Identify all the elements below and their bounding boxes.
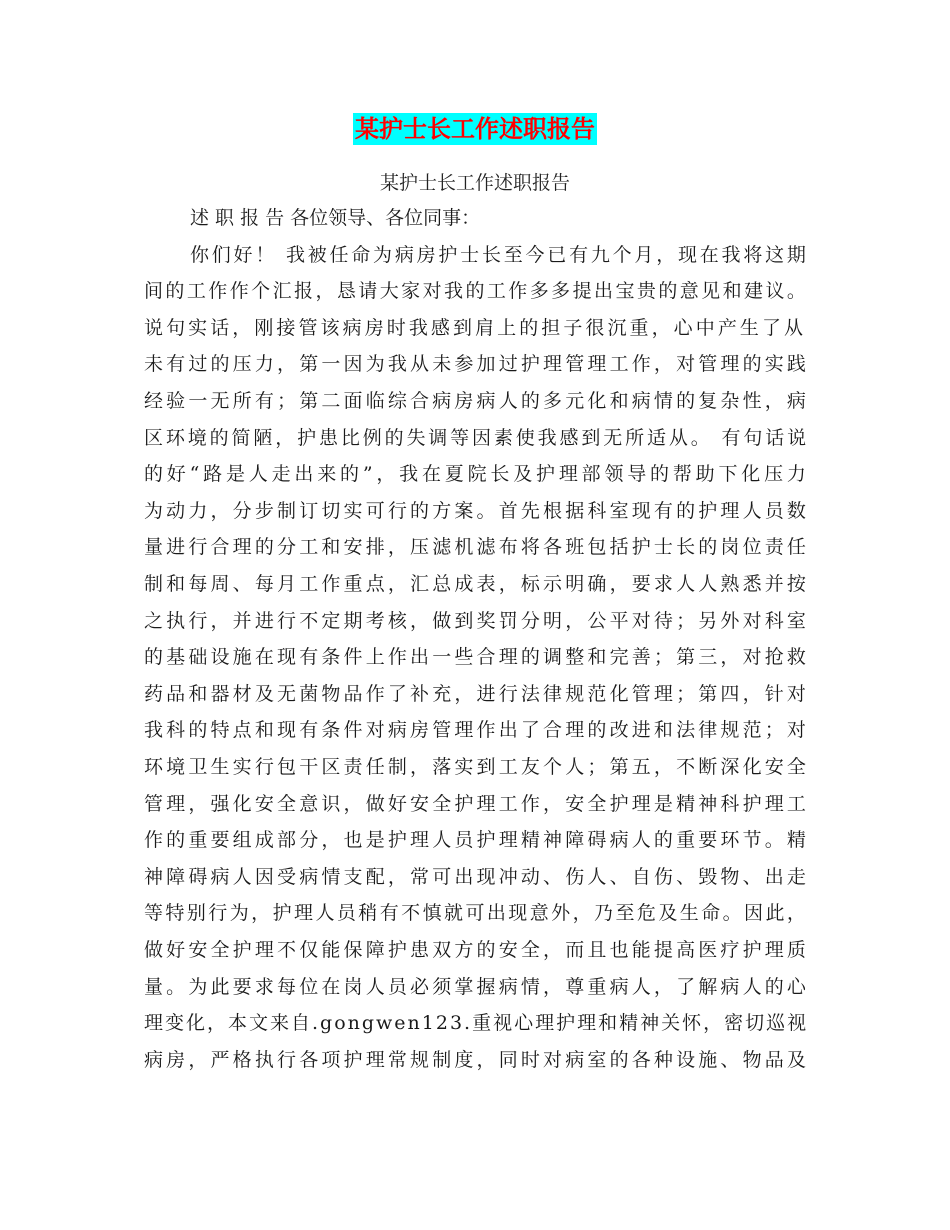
body-line: 的好“路是人走出来的”，我在夏院长及护理部领导的帮助下化压力 bbox=[144, 463, 810, 486]
body-line: 药品和器材及无菌物品作了补充，进行法律规范化管理；第四，针对 bbox=[144, 682, 810, 705]
body-line: 神障碍病人因受病情支配，常可出现冲动、伤人、自伤、毁物、出走 bbox=[144, 865, 810, 888]
body-line: 经验一无所有；第二面临综合病房病人的多元化和病情的复杂性，病 bbox=[144, 390, 810, 412]
body-line: 间的工作作个汇报，恳请大家对我的工作多多提出宝贵的意见和建议。 bbox=[144, 280, 809, 303]
body-line: 病房，严格执行各项护理常规制度，同时对病室的各种设施、物品及 bbox=[144, 1048, 810, 1071]
document-subtitle: 某护士长工作述职报告 bbox=[379, 172, 570, 194]
title-container bbox=[0, 113, 950, 145]
body-line: 量进行合理的分工和安排，压滤机滤布将各班包括护士长的岗位责任 bbox=[144, 536, 810, 559]
body-line: 环境卫生实行包干区责任制，落实到工友个人；第五，不断深化安全 bbox=[144, 756, 810, 778]
body-line: 区环境的简陋，护患比例的失调等因素使我感到无所适从。 有句话说 bbox=[144, 426, 810, 449]
body-line: 述 职 报 告 各位领导、各位同事： bbox=[190, 207, 481, 229]
body-line: 你们好！ 我被任命为病房护士长至今已有九个月，现在我将这期 bbox=[190, 243, 809, 266]
body-line: 为动力，分步制订切实可行的方案。首先根据科室现有的护理人员数 bbox=[144, 499, 810, 522]
body-line: 作的重要组成部分，也是护理人员护理精神障碍病人的重要环节。精 bbox=[144, 829, 810, 852]
body-line: 制和每周、每月工作重点，汇总成表，标示明确，要求人人熟悉并按 bbox=[144, 573, 810, 595]
body-line: 的基础设施在现有条件上作出一些合理的调整和完善；第三，对抢救 bbox=[144, 646, 810, 669]
body-line: 说句实话，刚接管该病房时我感到肩上的担子很沉重，心中产生了从 bbox=[144, 316, 807, 339]
body-line: 管理，强化安全意识，做好安全护理工作，安全护理是精神科护理工 bbox=[144, 792, 810, 815]
body-line: 理变化，本文来自.gongwen123.重视心理护理和精神关怀，密切巡视 bbox=[144, 1012, 809, 1035]
body-line: 量。为此要求每位在岗人员必须掌握病情，尊重病人，了解病人的心 bbox=[144, 975, 810, 998]
document-title: 某护士长工作述职报告 bbox=[355, 114, 595, 143]
body-line: 等特别行为，护理人员稍有不慎就可出现意外，乃至危及生命。因此， bbox=[144, 902, 809, 925]
body-line: 做好安全护理不仅能保障护患双方的安全，而且也能提高医疗护理质 bbox=[144, 939, 810, 961]
body-line: 我科的特点和现有条件对病房管理作出了合理的改进和法律规范；对 bbox=[144, 719, 810, 742]
body-line: 之执行，并进行不定期考核，做到奖罚分明，公平对待；另外对科室 bbox=[144, 609, 810, 632]
body-line: 未有过的压力，第一因为我从未参加过护理管理工作，对管理的实践 bbox=[144, 353, 810, 376]
